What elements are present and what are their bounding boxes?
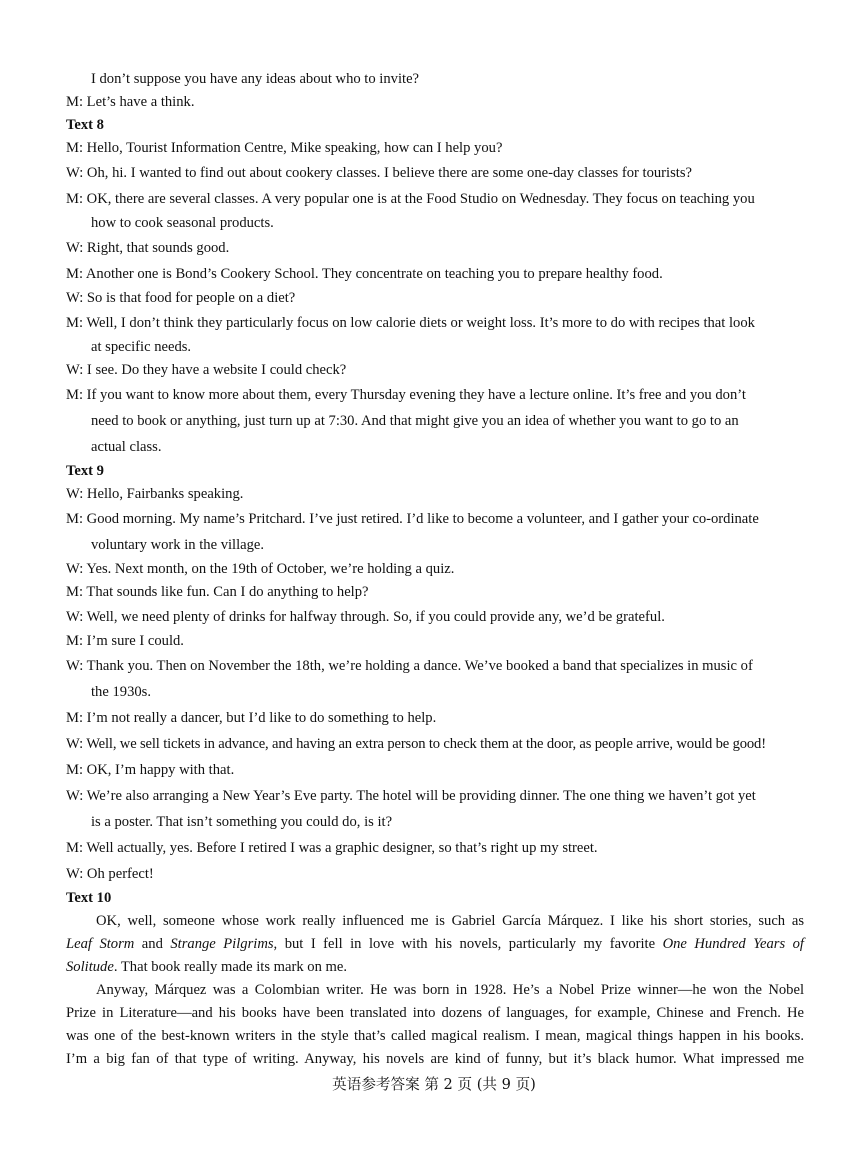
dialog-line: W: Yes. Next month, on the 19th of October, we’re holding a quiz.	[66, 561, 455, 577]
dialog-line: I don’t suppose you have any ideas about who to invite?	[91, 71, 420, 87]
page-footer: 英语参考答案 第 2 页 (共 9 页)	[332, 1076, 536, 1093]
dialog-line: W: I see. Do they have a website I could check?	[66, 362, 347, 378]
paragraph-1	[66, 910, 804, 979]
paragraph-line: Prize in Literature—and his books have been translated into dozens of languages, for example, Chinese and French. He	[66, 1005, 804, 1021]
dialog-line: W: Well, we sell tickets in advance, and having an extra person to check them at the door, as people arrive, would be good!	[66, 736, 766, 752]
dialog-line: W: So is that food for people on a diet?	[66, 290, 296, 306]
dialog-line: M: Good morning. My name’s Pritchard. I’ve just retired. I’d like to become a volunteer, and I gather your co-ordinate	[66, 511, 759, 527]
paragraph-line: was one of the best-known writers in the style that’s called magical realism. I mean, magical things happen in his books.	[66, 1028, 804, 1044]
book-title: One Hundred Years of	[662, 936, 804, 952]
section-heading-text8: Text 8	[66, 117, 104, 133]
dialog-line: W: Thank you. Then on November the 18th, we’re holding a dance. We’ve booked a band that specializes in music of	[66, 658, 753, 674]
dialog-line: W: Oh perfect!	[66, 866, 154, 882]
dialog-line: M: If you want to know more about them, every Thursday evening they have a lecture online. It’s free and you don’t	[66, 387, 746, 403]
dialog-line-continuation: need to book or anything, just turn up at 7:30. And that might give you an idea of whether you want to go to an	[91, 413, 739, 429]
dialog-line: W: Right, that sounds good.	[66, 240, 230, 256]
dialog-line: W: Oh, hi. I wanted to find out about cookery classes. I believe there are some one-day classes for tourists?	[66, 165, 692, 181]
transcript-body	[66, 68, 804, 1071]
dialog-line: M: I’m sure I could.	[66, 633, 184, 649]
dialog-line: M: Hello, Tourist Information Centre, Mike speaking, how can I help you?	[66, 140, 503, 156]
dialog-line: M: OK, there are several classes. A very popular one is at the Food Studio on Wednesday. They focus on teaching you	[66, 191, 755, 207]
book-title: Solitude	[66, 959, 114, 975]
dialog-line-continuation: at specific needs.	[91, 339, 192, 355]
paragraph-2	[66, 979, 804, 1071]
paragraph-line: I’m a big fan of that type of writing. Anyway, his novels are kind of funny, but it’s black humor. What impressed me	[66, 1051, 804, 1067]
dialog-line: M: I’m not really a dancer, but I’d like to do something to help.	[66, 710, 437, 726]
dialog-line: M: Well, I don’t think they particularly focus on low calorie diets or weight loss. It’s more to do with recipes that look	[66, 315, 755, 331]
dialog-line: W: Well, we need plenty of drinks for halfway through. So, if you could provide any, we’d be grateful.	[66, 609, 665, 625]
dialog-line: M: OK, I’m happy with that.	[66, 762, 235, 778]
dialog-line: W: Hello, Fairbanks speaking.	[66, 486, 244, 502]
section-heading-text10: Text 10	[66, 890, 112, 906]
section-heading-text9: Text 9	[66, 463, 104, 479]
dialog-line-continuation: is a poster. That isn’t something you could do, is it?	[91, 814, 393, 830]
dialog-line: M: Well actually, yes. Before I retired I was a graphic designer, so that’s right up my street.	[66, 840, 598, 856]
dialog-line-continuation: actual class.	[91, 439, 162, 455]
paragraph-line: Leaf Storm and Strange Pilgrims, but I fell in love with his novels, particularly my favorite One Hundred Years of	[66, 936, 804, 952]
paragraph-line: Solitude. That book really made its mark on me.	[66, 959, 348, 975]
dialog-line-continuation: voluntary work in the village.	[91, 537, 265, 553]
dialog-line: M: Another one is Bond’s Cookery School. They concentrate on teaching you to prepare healthy food.	[66, 266, 663, 282]
dialog-line-continuation: the 1930s.	[91, 684, 151, 700]
paragraph-line: Anyway, Márquez was a Colombian writer. He was born in 1928. He’s a Nobel Prize winner—he won the Nobel	[96, 982, 804, 998]
dialog-line: M: That sounds like fun. Can I do anything to help?	[66, 584, 369, 600]
dialog-line: W: We’re also arranging a New Year’s Eve party. The hotel will be providing dinner. The one thing we haven’t got yet	[66, 788, 756, 804]
book-title: Leaf Storm	[66, 936, 135, 952]
dialog-line: M: Let’s have a think.	[66, 94, 195, 110]
paragraph-line: OK, well, someone whose work really influenced me is Gabriel García Márquez. I like his short stories, such as	[96, 913, 804, 929]
book-title: Strange Pilgrims	[170, 936, 274, 952]
dialog-line-continuation: how to cook seasonal products.	[91, 215, 274, 231]
